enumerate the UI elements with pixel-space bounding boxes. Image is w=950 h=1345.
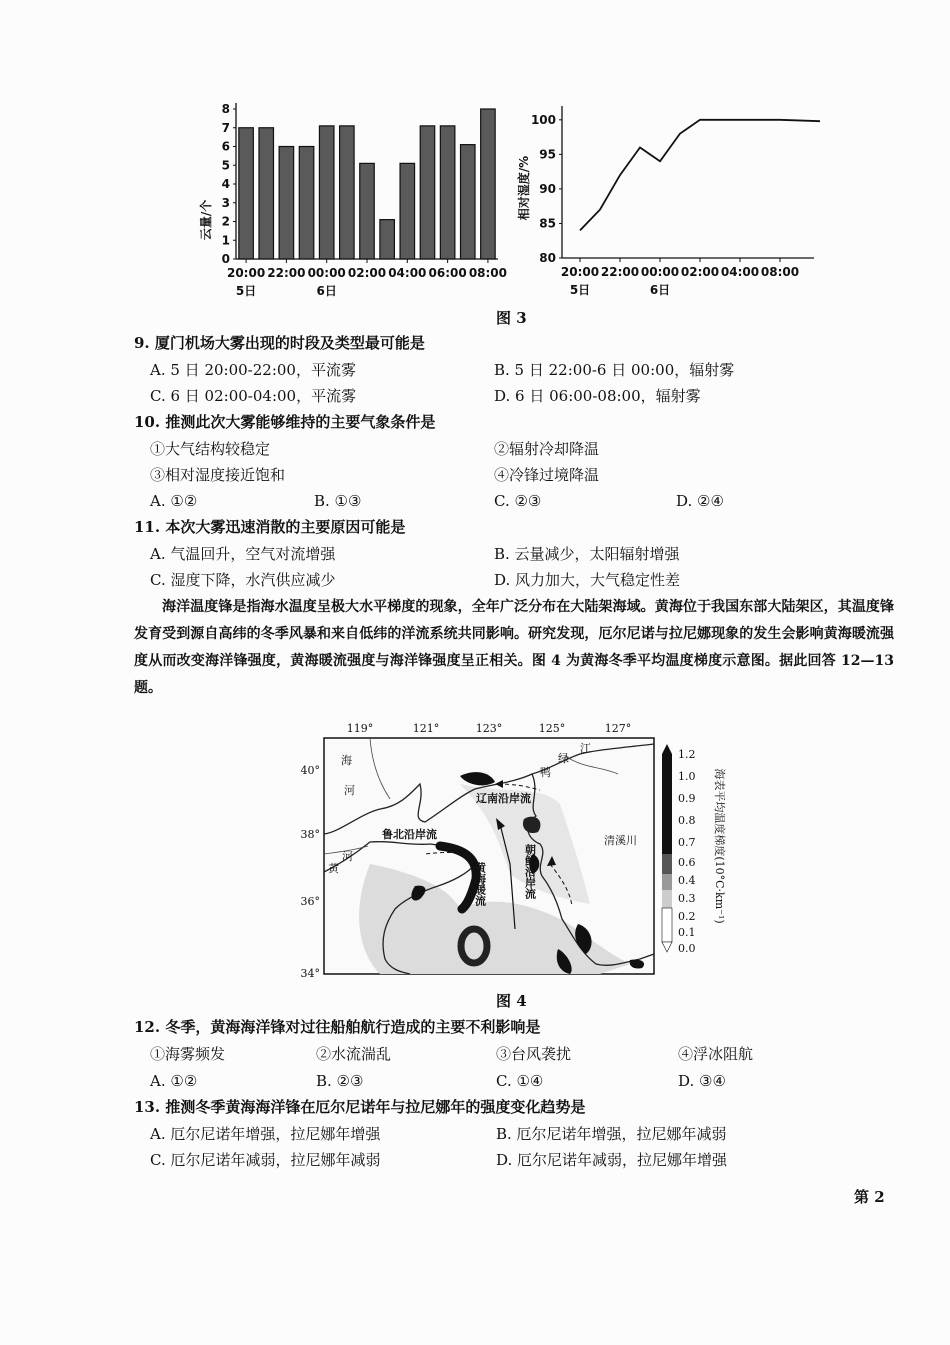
cloud-bar [340, 126, 355, 259]
cloud-bar [259, 128, 274, 259]
place-label: 鸭 [540, 766, 551, 779]
q10-option-d[interactable]: D. ②④ [676, 492, 724, 510]
cloud-bar-chart [196, 95, 516, 300]
q10-statement-1: ①大气结构较稳定 [150, 440, 271, 458]
q12-option-c[interactable]: C. ①④ [496, 1072, 544, 1090]
q10-option-a[interactable]: A. ①② [150, 492, 198, 510]
line-chart-ytick-label: 80 [539, 251, 556, 265]
current-label: 鲁北沿岸流 [382, 828, 437, 841]
legend-value-label: 0.3 [678, 892, 696, 905]
legend-value-label: 1.2 [678, 748, 696, 761]
yellow-sea-map [300, 714, 730, 986]
legend-value-label: 0.9 [678, 792, 696, 805]
bar-chart-ytick-label: 1 [221, 233, 230, 248]
q12-statement-4: ④浮冰阻航 [678, 1045, 754, 1063]
lon-label: 125° [538, 722, 566, 735]
q9-option-a[interactable]: A. 5 日 20:00-22:00，平流雾 [150, 361, 356, 379]
lat-label: 36° [300, 895, 320, 908]
q12-statement-1: ①海雾频发 [150, 1045, 226, 1063]
bar-chart-xtick-label: 20:00 [226, 266, 266, 280]
lon-label: 127° [604, 722, 632, 735]
q10-option-b[interactable]: B. ①③ [314, 492, 362, 510]
q13-option-a[interactable]: A. 厄尔尼诺年增强，拉尼娜年增强 [150, 1125, 381, 1143]
line-chart-date-label: 6日 [649, 283, 671, 297]
line-chart-xtick-label: 02:00 [680, 265, 720, 279]
q12-option-b[interactable]: B. ②③ [316, 1072, 364, 1090]
place-label: 河 [344, 784, 355, 797]
q11-option-a[interactable]: A. 气温回升，空气对流增强 [150, 545, 336, 563]
q9-option-d[interactable]: D. 6 日 06:00-08:00，辐射雾 [494, 387, 701, 405]
q10-statement-4: ④冷锋过境降温 [494, 466, 600, 484]
q9-stem: 9. 厦门机场大雾出现的时段及类型最可能是 [134, 334, 425, 352]
q11-option-b[interactable]: B. 云量减少，太阳辐射增强 [494, 545, 680, 563]
line-chart-xtick-label: 04:00 [720, 265, 760, 279]
place-label: 清溪川 [604, 834, 637, 847]
bar-chart-xtick-label: 00:00 [307, 266, 346, 280]
cloud-bar [481, 109, 496, 259]
cloud-bar [360, 163, 375, 259]
q10-statement-2: ②辐射冷却降温 [494, 440, 600, 458]
cloud-bar [319, 126, 334, 259]
q13-option-c[interactable]: C. 厄尔尼诺年减弱，拉尼娜年减弱 [150, 1151, 381, 1169]
line-chart-ytick-label: 90 [539, 181, 556, 196]
figure3-caption: 图 3 [496, 309, 527, 327]
bar-chart-xtick-label: 06:00 [428, 266, 467, 280]
q13-option-b[interactable]: B. 厄尔尼诺年增强，拉尼娜年减弱 [496, 1125, 727, 1143]
line-chart-xtick-label: 22:00 [600, 265, 640, 279]
legend-value-label: 0.8 [678, 814, 696, 827]
cloud-bar [380, 220, 395, 259]
line-chart-ytick-label: 100 [530, 112, 556, 127]
legend-value-label: 0.2 [678, 910, 696, 923]
place-label: 黄 [328, 862, 339, 875]
lon-label: 121° [412, 722, 440, 735]
current-label: 辽南沿岸流 [476, 792, 531, 805]
q12-statement-2: ②水流湍乱 [316, 1045, 392, 1063]
bar-chart-ylabel: 云量/个 [199, 199, 213, 241]
q11-option-d[interactable]: D. 风力加大，大气稳定性差 [494, 571, 681, 589]
cloud-bar [279, 147, 294, 260]
bar-chart-ytick-label: 0 [221, 252, 230, 266]
bar-chart-xtick-label: 04:00 [388, 266, 427, 280]
legend-value-label: 0.4 [678, 874, 696, 887]
line-chart-ytick-label: 95 [539, 147, 556, 162]
lat-label: 34° [300, 967, 320, 980]
bar-chart-ytick-label: 5 [221, 158, 230, 173]
q13-stem: 13. 推测冬季黄海海洋锋在厄尔尼诺年与拉尼娜年的强度变化趋势是 [134, 1098, 586, 1116]
bar-chart-ytick-label: 4 [221, 177, 230, 191]
place-label: 江 [580, 742, 591, 755]
place-label: 海 [341, 754, 352, 767]
q10-stem: 10. 推测此次大雾能够维持的主要气象条件是 [134, 413, 436, 431]
q10-statement-3: ③相对湿度接近饱和 [150, 466, 286, 484]
cloud-bar [420, 126, 435, 259]
line-chart-xtick-label: 20:00 [560, 265, 600, 279]
current-label: 朝鲜沿岸流 [523, 844, 537, 899]
legend-value-label: 0.1 [678, 926, 696, 939]
bar-chart-ytick-label: 7 [221, 120, 230, 135]
lat-label: 40° [300, 764, 320, 777]
bar-chart-ytick-label: 2 [221, 214, 230, 229]
q12-option-d[interactable]: D. ③④ [678, 1072, 726, 1090]
bar-chart-xtick-label: 08:00 [468, 266, 508, 280]
humidity-line [580, 120, 820, 231]
line-chart-date-label: 5日 [569, 283, 591, 297]
bar-chart-ytick-label: 6 [221, 139, 230, 154]
figure4-caption: 图 4 [496, 992, 527, 1010]
q12-statement-3: ③台风袭扰 [496, 1045, 572, 1063]
bar-chart-xtick-label: 02:00 [347, 266, 387, 280]
line-chart-xtick-label: 00:00 [640, 265, 680, 279]
bar-chart-date-label: 5日 [235, 284, 257, 298]
q10-option-c[interactable]: C. ②③ [494, 492, 542, 510]
place-label: 绿 [558, 752, 569, 765]
page-number: 第 2 [854, 1188, 885, 1206]
q9-option-c[interactable]: C. 6 日 02:00-04:00，平流雾 [150, 387, 357, 405]
q12-stem: 12. 冬季，黄海海洋锋对过往船舶航行造成的主要不利影响是 [134, 1018, 541, 1036]
legend-title: 海表平均温度梯度(10°C·km⁻¹) [713, 768, 726, 924]
legend-value-label: 0.6 [678, 856, 696, 869]
legend-value-label: 0.0 [678, 942, 696, 955]
cloud-bar [440, 126, 455, 259]
line-chart-ytick-label: 85 [539, 216, 556, 231]
reading-passage: 海洋温度锋是指海水温度呈极大水平梯度的现象，全年广泛分布在大陆架海域。黄海位于我国东部大陆架区，其温度锋发育受到源自高纬的冬季风暴和来自低纬的洋流系统共同影响。研究发现，厄尔尼诺与拉尼娜现象的发生会影响黄海暖流强度从而改变海洋锋强度，黄海暖流强度与海洋锋强度呈正相关。图 4 为黄海冬季平均温度梯度示意图。据此回答 12—13 题。 [134, 599, 894, 696]
q13-option-d[interactable]: D. 厄尔尼诺年减弱，拉尼娜年增强 [496, 1151, 728, 1169]
cloud-bar [299, 147, 314, 260]
cloud-bar [400, 163, 415, 259]
bar-chart-date-label: 6日 [316, 284, 337, 298]
bar-chart-ytick-label: 3 [221, 195, 230, 210]
cloud-bar [239, 128, 254, 259]
q11-option-c[interactable]: C. 湿度下降，水汽供应减少 [150, 571, 336, 589]
legend-value-label: 1.0 [678, 770, 696, 783]
q12-option-a[interactable]: A. ①② [150, 1072, 198, 1090]
line-chart-ylabel: 相对湿度/% [517, 155, 531, 221]
cloud-bar [461, 145, 476, 259]
current-label: 黄海暖流 [473, 862, 487, 906]
q9-option-b[interactable]: B. 5 日 22:00-6 日 00:00，辐射雾 [494, 361, 735, 379]
gradient-legend [662, 744, 672, 952]
bar-chart-ytick-label: 8 [221, 102, 230, 116]
lon-label: 119° [346, 722, 374, 735]
line-chart-xtick-label: 08:00 [760, 265, 800, 279]
lat-label: 38° [300, 828, 320, 841]
q11-stem: 11. 本次大雾迅速消散的主要原因可能是 [134, 518, 406, 536]
lon-label: 123° [475, 722, 503, 735]
legend-value-label: 0.7 [678, 836, 696, 849]
bar-chart-xtick-label: 22:00 [267, 266, 306, 280]
humidity-line-chart [516, 100, 826, 300]
place-label: 河 [342, 850, 353, 863]
